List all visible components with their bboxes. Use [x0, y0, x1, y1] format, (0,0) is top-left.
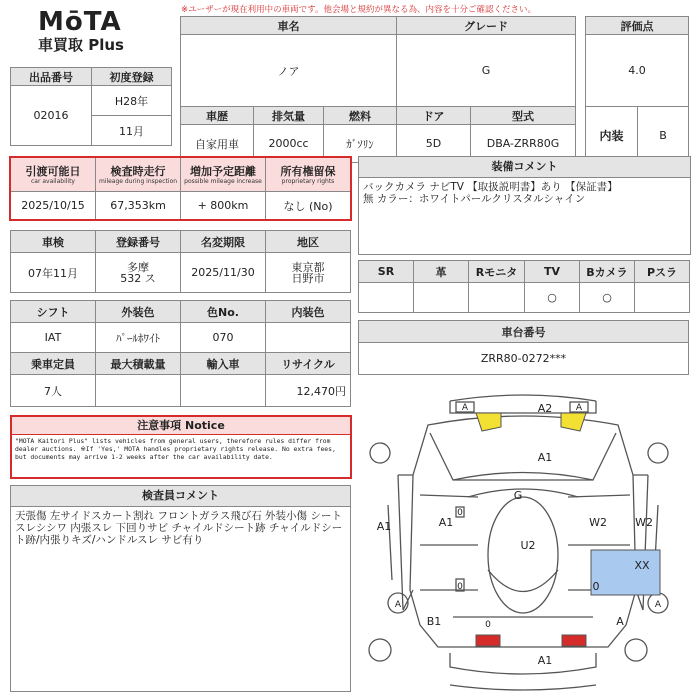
inspector-box	[10, 485, 351, 692]
first-reg-month: 11月	[92, 116, 172, 146]
rights-value: なし (No)	[266, 192, 351, 220]
shift-value: IAT	[11, 323, 96, 353]
score-table	[585, 16, 689, 164]
rear-right-highlight	[561, 413, 586, 431]
mark-rear-left: A	[461, 403, 469, 413]
model-label: 型式	[471, 107, 576, 125]
name-change-value: 2025/11/30	[181, 253, 266, 293]
rear-left-highlight	[476, 413, 501, 431]
car-damage-diagram	[358, 385, 693, 697]
lot-label: 出品番号	[11, 68, 92, 86]
increase-header	[181, 158, 266, 192]
mark-roof: A1	[537, 451, 553, 464]
availability-date-header	[11, 158, 96, 192]
specs-table	[10, 300, 351, 407]
region-line1: 東京都	[291, 260, 325, 274]
recycle-label: リサイクル	[266, 353, 351, 375]
recycle-value: 12,470円	[266, 375, 351, 407]
equipment-box	[358, 156, 691, 255]
option-value-rmonitor	[469, 283, 525, 313]
mark-left-door: A1	[438, 516, 454, 529]
import-value	[181, 375, 266, 407]
availability-table	[10, 157, 351, 220]
option-header-tv: TV	[525, 261, 580, 283]
mileage-en: mileage during inspection	[98, 177, 178, 185]
option-value-sr	[359, 283, 414, 313]
rights-en: proprietary rights	[281, 177, 335, 185]
lot-number: 02016	[11, 86, 92, 146]
availability-date-label: 引渡可能日	[25, 164, 81, 178]
fuel-label: 燃料	[324, 107, 397, 125]
notice-box	[10, 415, 352, 479]
equipment-line1: バックカメラ ナビTV 【取扱説明書】あり 【保証書】	[363, 181, 618, 193]
option-value-pslide	[635, 283, 690, 313]
import-label: 輸入車	[181, 353, 266, 375]
increase-label: 増加予定距離	[190, 164, 256, 178]
front-left-highlight	[476, 635, 500, 646]
grade-label: グレード	[397, 17, 576, 35]
history-label: 車歴	[181, 107, 254, 125]
plate-label: 登録番号	[96, 231, 181, 253]
option-header-bcamera: Bカメラ	[580, 261, 635, 283]
exterior-color-value: ﾊﾟｰﾙﾎﾜｲﾄ	[96, 323, 181, 353]
plate-line1: 多摩	[127, 260, 149, 274]
mark-sill: 0	[457, 582, 463, 592]
mark-front-left: B1	[426, 615, 442, 628]
wheel-rear-right	[648, 443, 668, 463]
increase-en: possible mileage increase	[184, 177, 262, 185]
mileage-header	[96, 158, 181, 192]
lot-table	[10, 67, 172, 146]
inspection-label: 車検	[11, 231, 96, 253]
equipment-title: 装備コメント	[359, 157, 690, 178]
vehicle-name-label: 車名	[181, 17, 397, 35]
interior-color-label: 内装色	[266, 301, 351, 323]
option-header-rmonitor: Rモニタ	[469, 261, 525, 283]
wheel-bottom-right	[625, 639, 647, 661]
equipment-text	[359, 178, 690, 208]
capacity-label: 乗車定員	[11, 353, 96, 375]
mark-wheel-fl: A	[394, 600, 402, 610]
color-no-label: 色No.	[181, 301, 266, 323]
inspector-text: 天張傷 左サイドスカート割れ フロントガラス飛び石 外装小傷 シートスレシシワ 内張スレ 下回りサビ チャイルドシート跡 チャイルドシート跡/内張りキズ/ハンドルスレ サビ有り	[15, 510, 343, 546]
option-header-leather: 革	[414, 261, 469, 283]
max-load-label: 最大積載量	[96, 353, 181, 375]
exterior-color-label: 外装色	[96, 301, 181, 323]
model-value: DBA-ZRR80G	[471, 125, 576, 163]
availability-date-en: car availability	[31, 177, 75, 185]
vehicle-table	[180, 16, 576, 163]
inspector-title: 検査員コメント	[11, 486, 350, 507]
mota-logo	[38, 8, 158, 54]
front-bumper-line	[450, 685, 596, 690]
plate-line2: 532 ス	[120, 271, 156, 285]
left-side-lines	[388, 475, 403, 610]
score-label: 評価点	[586, 17, 689, 35]
mark-front-right: A	[616, 615, 624, 628]
shift-label: シフト	[11, 301, 96, 323]
mark-right-rear-door: XX	[634, 559, 650, 572]
top-notice: ※ユーザーが現在利用中の車両です。他会場と規約が異なる為、内容を十分ご確認ください。	[181, 5, 536, 15]
mileage-label: 検査時走行	[110, 164, 166, 178]
doors-value: 5D	[397, 125, 471, 163]
registration-table	[10, 230, 351, 293]
rear-bumper-box	[450, 401, 596, 413]
hatch-line	[468, 489, 578, 497]
capacity-value: 7人	[11, 375, 96, 407]
increase-value: + 800km	[181, 192, 266, 220]
history-value: 自家用車	[181, 125, 254, 163]
right-rear-door-highlight	[591, 550, 660, 595]
region-line2: 日野市	[291, 271, 325, 285]
displacement-value: 2000cc	[254, 125, 324, 163]
rights-label: 所有権留保	[280, 164, 336, 178]
score-value: 4.0	[586, 35, 689, 107]
wheel-rear-left	[370, 443, 390, 463]
vehicle-name-value: ノア	[181, 35, 397, 107]
mark-cabin: U2	[520, 539, 536, 552]
mileage-value: 67,353km	[96, 192, 181, 220]
equipment-line2: 無 カラー：ホワイトパールクリスタルシャイン	[363, 193, 586, 205]
mark-sill-upper: 0	[457, 508, 463, 518]
mark-rear-right: A	[575, 403, 583, 413]
notice-text: "MOTA Kaitori Plus" lists vehicles from general users, therefore rules differ from dealer auctions. ※If 'Yes,' MOTA handles proprietary rights release. No extra fees, but documents may arrive 1-2 weeks after the car availability date.	[15, 437, 336, 461]
region-value	[266, 253, 351, 293]
options-table	[358, 260, 690, 313]
availability-date-value: 2025/10/15	[11, 192, 96, 220]
mark-left-side: A1	[376, 520, 392, 533]
option-value-leather	[414, 283, 469, 313]
front-right-highlight	[562, 635, 586, 646]
interior-value: B	[638, 107, 689, 164]
front-bumper-box	[450, 653, 596, 674]
rear-glass-curve	[453, 473, 593, 481]
car-outline	[369, 395, 668, 690]
mark-front-bumper: A1	[537, 654, 553, 667]
first-reg-year: H28年	[92, 86, 172, 116]
logo-subtitle: 車買取 Plus	[38, 36, 124, 54]
notice-title: 注意事項 Notice	[12, 417, 350, 435]
plate-value	[96, 253, 181, 293]
option-value-tv: ○	[525, 283, 580, 313]
body-outline	[410, 416, 636, 647]
doors-label: ドア	[397, 107, 471, 125]
chassis-table	[358, 320, 689, 375]
color-no-value: 070	[181, 323, 266, 353]
option-header-sr: SR	[359, 261, 414, 283]
rear-bumper-line	[450, 395, 596, 401]
rights-header	[266, 158, 351, 192]
mark-right-side: W2	[635, 516, 653, 529]
fuel-value: ｶﾞｿﾘﾝ	[324, 125, 397, 163]
logo-brand: MōTA	[38, 7, 122, 37]
name-change-label: 名変期限	[181, 231, 266, 253]
left-door-lines	[420, 495, 478, 590]
mark-sill-right: 0	[592, 580, 600, 593]
region-label: 地区	[266, 231, 351, 253]
windshield-line	[488, 570, 558, 592]
mark-rear-bumper: A2	[537, 402, 553, 415]
option-value-bcamera: ○	[580, 283, 635, 313]
max-load-value	[96, 375, 181, 407]
mark-wheel-fr: A	[654, 600, 662, 610]
mark-right-door: W2	[589, 516, 607, 529]
chassis-value: ZRR80-0272***	[359, 343, 689, 375]
interior-color-value	[266, 323, 351, 353]
option-header-pslide: Pスラ	[635, 261, 690, 283]
interior-label: 内装	[586, 107, 638, 164]
displacement-label: 排気量	[254, 107, 324, 125]
inspection-value: 07年11月	[11, 253, 96, 293]
cabin-oval	[488, 497, 558, 613]
chassis-label: 車台番号	[359, 321, 689, 343]
wheel-bottom-left	[369, 639, 391, 661]
mark-hatch: G	[513, 489, 523, 502]
grade-value: G	[397, 35, 576, 107]
first-reg-label: 初度登録	[92, 68, 172, 86]
mark-front-lamp: 0	[485, 620, 491, 630]
